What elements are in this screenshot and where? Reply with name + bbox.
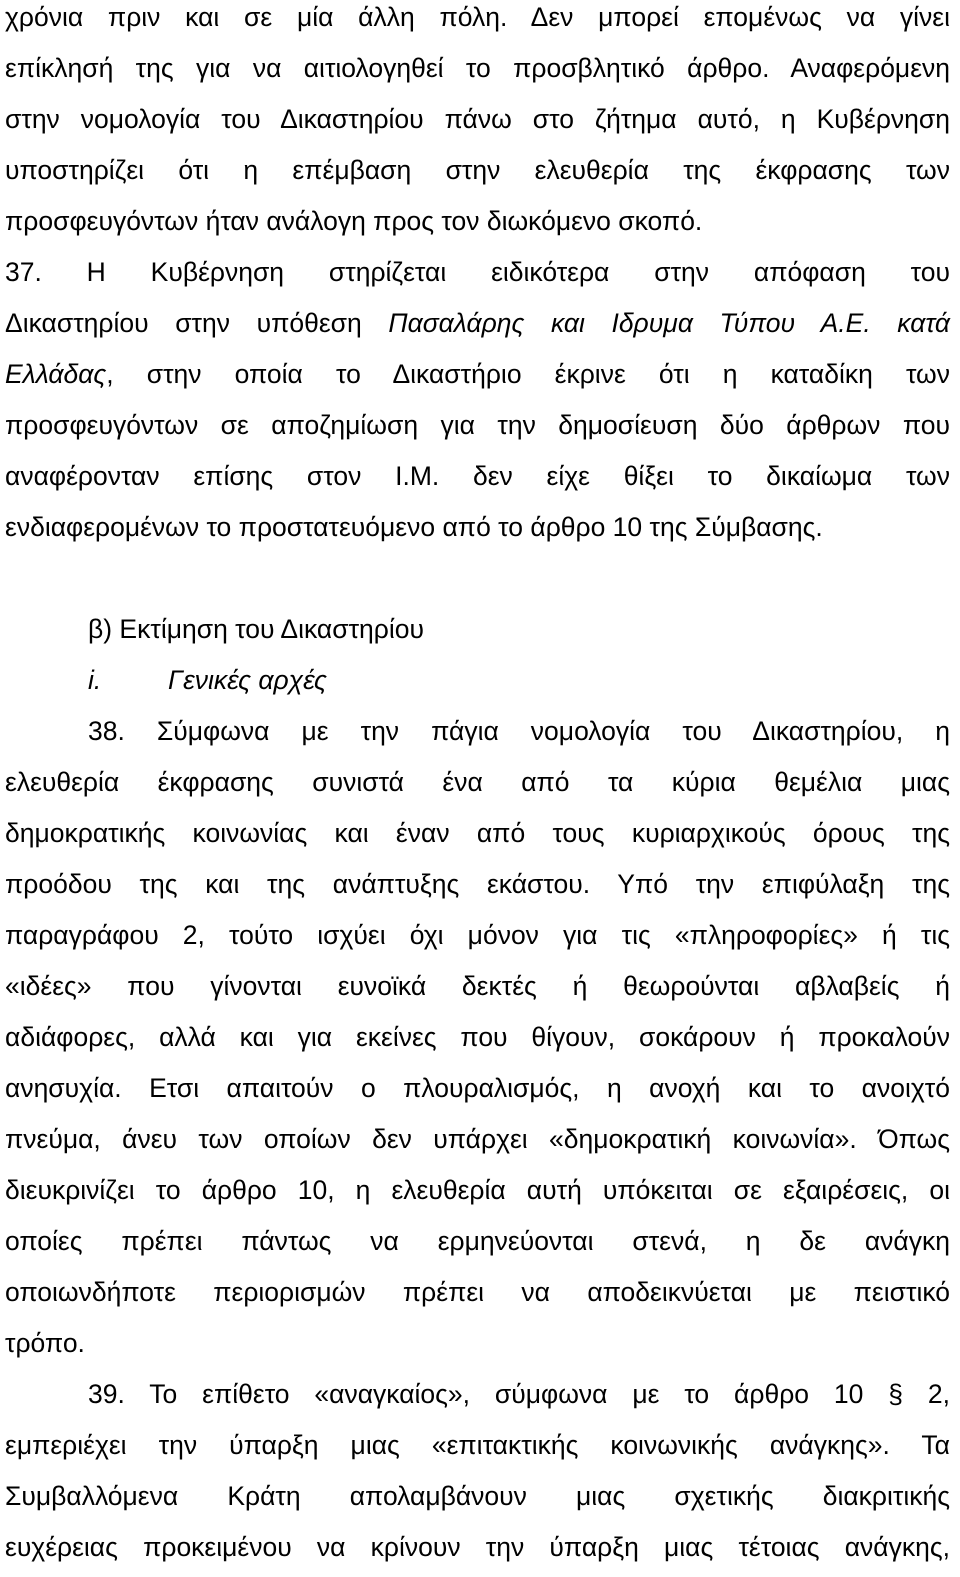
paragraph-37-line <box>5 298 950 349</box>
paragraph-38-line: πνεύμα, άνευ των οποίων δεν υπάρχει «δημοκρατική κοινωνία». Όπως <box>5 1124 950 1154</box>
paragraph-39-line: ευχέρειας προκειμένου να κρίνουν την ύπαρξη μιας τέτοιας ανάγκης, <box>5 1532 950 1562</box>
text-line: χρόνια πριν και σε μία άλλη πόλη. Δεν μπορεί επομένως να γίνει <box>5 2 950 32</box>
case-name: Πασαλάρης και Ιδρυμα Τύπου Α.Ε. κατά <box>388 308 950 338</box>
text-span: Δικαστηρίου στην υπόθεση <box>5 308 389 338</box>
paragraph-39-line: εμπεριέχει την ύπαρξη μιας «επιτακτικής κοινωνικής ανάγκης». Τα <box>5 1430 950 1460</box>
paragraph-39-line: 39. Το επίθετο «αναγκαίος», σύμφωνα με το άρθρο 10 § 2, <box>88 1379 950 1409</box>
subsection-heading: Γενικές αρχές <box>168 665 327 695</box>
paragraph-37-line: αναφέρονταν επίσης στον Ι.Μ. δεν είχε θίξει το δικαίωμα των <box>5 461 950 491</box>
paragraph-38-line: διευκρινίζει το άρθρο 10, η ελευθερία αυτή υπόκειται σε εξαιρέσεις, οι <box>5 1175 950 1205</box>
text-line: προσφευγόντων ήταν ανάλογη προς τον διωκόμενο σκοπό. <box>5 206 703 236</box>
paragraph-38-line: τρόπο. <box>5 1328 85 1358</box>
paragraph-38-line: παραγράφου 2, τούτο ισχύει όχι μόνον για τις «πληροφορίες» ή τις <box>5 920 950 950</box>
text-line: στην νομολογία του Δικαστηρίου πάνω στο ζήτημα αυτό, η Κυβέρνηση <box>5 104 950 134</box>
paragraph-38-line: 38. Σύμφωνα με την πάγια νομολογία του Δικαστηρίου, η <box>88 716 950 746</box>
text-line: επίκλησή της για να αιτιολογηθεί το προσβλητικό άρθρο. Αναφερόμενη <box>5 53 950 83</box>
paragraph-39-line: Συμβαλλόμενα Κράτη απολαμβάνουν μιας σχετικής διακριτικής <box>5 1481 950 1511</box>
text-span: , στην οποία το Δικαστήριο έκρινε ότι η καταδίκη των <box>106 359 950 389</box>
paragraph-37-line <box>5 349 950 400</box>
paragraph-38-line: προόδου της και της ανάπτυξης εκάστου. Υπό την επιφύλαξη της <box>5 869 950 899</box>
subsection-number: i. <box>88 665 102 695</box>
paragraph-38-line: ελευθερία έκφρασης συνιστά ένα από τα κύρια θεμέλια μιας <box>5 767 950 797</box>
paragraph-37-line: 37. Η Κυβέρνηση στηρίζεται ειδικότερα στην απόφαση του <box>5 257 950 287</box>
case-name: Ελλάδας <box>5 359 107 389</box>
text-line: υποστηρίζει ότι η επέμβαση στην ελευθερία της έκφρασης των <box>5 155 950 185</box>
paragraph-38-line: ανησυχία. Ετσι απαιτούν ο πλουραλισμός, η ανοχή και το ανοιχτό <box>5 1073 950 1103</box>
paragraph-38-line: δημοκρατικής κοινωνίας και έναν από τους κυριαρχικούς όρους της <box>5 818 950 848</box>
paragraph-38-line: αδιάφορες, αλλά και για εκείνες που θίγουν, σοκάρουν ή προκαλούν <box>5 1022 950 1052</box>
section-heading: β) Εκτίμηση του Δικαστηρίου <box>88 614 424 644</box>
paragraph-38-line: οποίες πρέπει πάντως να ερμηνεύονται στενά, η δε ανάγκη <box>5 1226 950 1256</box>
paragraph-37-line: προσφευγόντων σε αποζημίωση για την δημοσίευση δύο άρθρων που <box>5 410 950 440</box>
paragraph-38-line: οποιωνδήποτε περιορισμών πρέπει να αποδεικνύεται με πειστικό <box>5 1277 950 1307</box>
paragraph-38-line: «ιδέες» που γίνονται ευνοϊκά δεκτές ή θεωρούνται αβλαβείς ή <box>5 971 950 1001</box>
paragraph-37-line: ενδιαφερομένων το προστατευόμενο από το άρθρο 10 της Σύμβασης. <box>5 512 823 542</box>
